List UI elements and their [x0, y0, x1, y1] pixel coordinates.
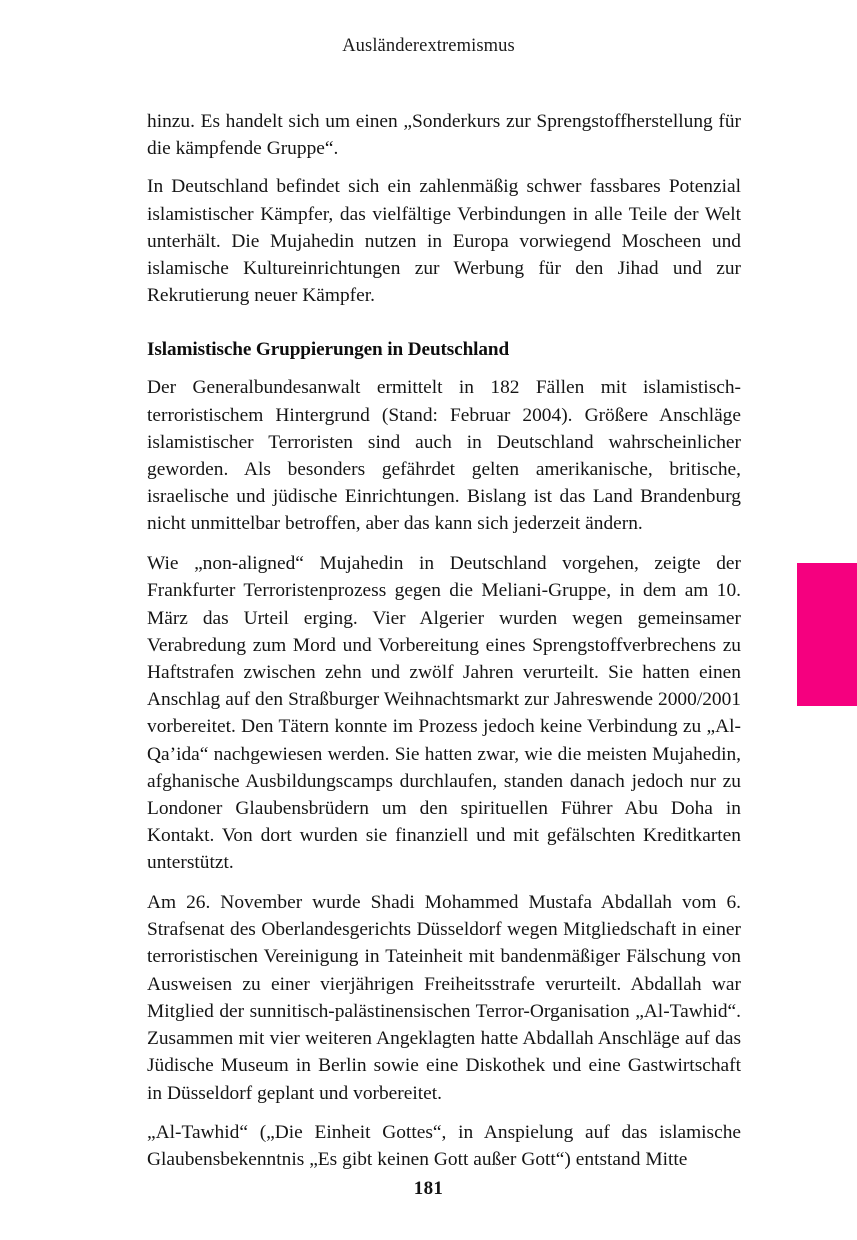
- page-number: 181: [413, 1178, 444, 1199]
- running-header: Ausländerextremismus: [342, 36, 515, 56]
- paragraph-tawhid: „Al-Tawhid“ („Die Einheit Gottes“, in Anspielung auf das islamische Glaubensbekenntnis „Es gibt keinen Gott außer Gott“) entstand Mitte: [147, 1122, 741, 1171]
- section-heading: Islamistische Gruppierungen in Deutschland: [147, 339, 510, 361]
- paragraph-continuation: hinzu. Es handelt sich um einen „Sonderkurs zur Sprengstoffherstellung für die kämpfende Gruppe“.: [147, 111, 741, 160]
- body-text-column: [147, 108, 741, 1174]
- paragraph-generalbundesanwalt: Der Generalbundesanwalt ermittelt in 182 Fällen mit islamistisch-terroristischem Hintergrund (Stand: Februar 2004). Größere Anschläge islamistischer Terroristen sind auch in Deutschland wahrscheinlicher geworden. Als besonders gefährdet gelten amerikanische, britische, israelische und jüdische Einrichtungen. Bislang ist das Land Brandenburg nicht unmittelbar betroffen, aber das kann sich jederzeit ändern.: [147, 377, 741, 535]
- section-thumb-index-marker: [797, 563, 857, 706]
- paragraph-meliani: Wie „non-aligned“ Mujahedin in Deutschland vorgehen, zeigte der Frankfurter Terroristenprozess gegen die Meliani-Gruppe, in dem am 10. März das Urteil erging. Vier Algerier wurden wegen gemeinsamer Verabredung zum Mord und Vorbereitung eines Sprengstoffverbrechens zu Haftstrafen zwischen zehn und zwölf Jahren verurteilt. Sie hatten einen Anschlag auf den Straßburger Weihnachtsmarkt zur Jahreswende 2000/2001 vorbereitet. Den Tätern konnte im Prozess jedoch keine Verbindung zu „Al-Qa’ida“ nachgewiesen werden. Sie hatten zwar, wie die meisten Mujahedin, afghanische Ausbildungscamps durchlaufen, standen danach jedoch nur zu Londoner Glaubensbrüdern um den spirituellen Führer Abu Doha in Kontakt. Von dort wurden sie finanziell und mit gefälschten Kreditkarten unterstützt.: [147, 553, 741, 874]
- paragraph-potenzial: In Deutschland befindet sich ein zahlenmäßig schwer fassbares Potenzial islamistischer Kämpfer, das vielfältige Verbindungen in alle Teile der Welt unterhält. Die Mujahedin nutzen in Europa vorwiegend Moscheen und islamische Kultureinrichtungen zur Werbung für den Jihad und zur Rekrutierung neuer Kämpfer.: [147, 176, 741, 307]
- paragraph-abdallah: Am 26. November wurde Shadi Mohammed Mustafa Abdallah vom 6. Strafsenat des Oberlandesgerichts Düsseldorf wegen Mitgliedschaft in einer terroristischen Vereinigung in Tateinheit mit bandenmäßiger Fälschung von Ausweisen zu einer vierjährigen Freiheitsstrafe verurteilt. Abdallah war Mitglied der sunnitisch-palästinensischen Terror-Organisation „Al-Tawhid“. Zusammen mit vier weiteren Angeklagten hatte Abdallah Anschläge auf das Jüdische Museum in Berlin sowie eine Diskothek und eine Gastwirtschaft in Düsseldorf geplant und vorbereitet.: [147, 892, 741, 1104]
